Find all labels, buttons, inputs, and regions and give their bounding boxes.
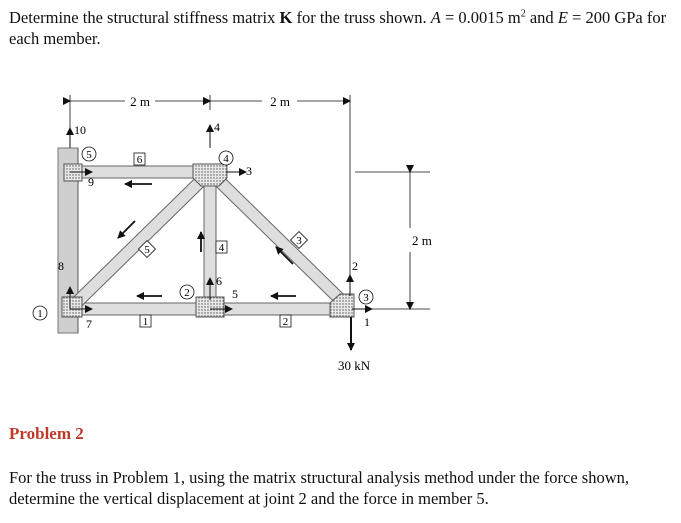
node-4-label [219, 151, 233, 165]
dof-5: 5 [232, 287, 238, 301]
problem-2-statement: For the truss in Problem 1, using the matrix structural analysis method under the force shown, determine the vertical displacement at joint 2 and the force in member 5. [9, 468, 630, 508]
dim-top-left: 2 m [130, 94, 150, 109]
load-label: 30 kN [338, 358, 371, 373]
dof-9: 9 [88, 175, 94, 189]
dim-top-right: 2 m [270, 94, 290, 109]
dof-4: 4 [214, 120, 220, 134]
member-1-label [140, 315, 151, 328]
svg-text:1: 1 [37, 308, 43, 320]
svg-text:4: 4 [218, 242, 225, 254]
svg-text:6: 6 [136, 154, 143, 166]
dof-6: 6 [216, 274, 222, 288]
modulus-symbol: E [557, 8, 568, 27]
svg-text:1: 1 [142, 316, 149, 328]
node-3-label [359, 290, 373, 304]
dof-10: 10 [74, 123, 86, 137]
member-4-label [216, 241, 227, 254]
svg-text:2: 2 [282, 316, 289, 328]
svg-text:3: 3 [363, 292, 369, 304]
truss-figure [0, 85, 681, 385]
svg-text:5: 5 [144, 244, 150, 256]
dof-7: 7 [86, 317, 92, 331]
node-5-label [82, 147, 96, 161]
problem-2-heading: Problem 2 [9, 424, 84, 443]
member-3 [210, 172, 350, 309]
joint-1-plate [62, 297, 82, 317]
svg-text:5: 5 [86, 149, 92, 161]
member-6-label [134, 153, 145, 166]
problem-1-statement: Determine the structural stiffness matrix K for the truss shown. A = 0.0015 $m^2$ and E = 200 GPa for each member. [9, 8, 667, 48]
svg-text:2: 2 [184, 287, 190, 299]
node-1-label [33, 306, 47, 320]
node-2-label [180, 285, 194, 299]
svg-text:4: 4 [223, 153, 229, 165]
area-symbol: A [430, 8, 441, 27]
dim-right: 2 m [412, 233, 432, 248]
member-2-label [280, 315, 291, 328]
dof-3: 3 [246, 164, 252, 178]
dof-8: 8 [58, 259, 64, 273]
stiffness-symbol: K [279, 8, 293, 27]
dof-2: 2 [352, 259, 358, 273]
dof-1: 1 [364, 315, 370, 329]
svg-text:3: 3 [296, 235, 302, 247]
dimension-lines [70, 95, 430, 309]
joint-4-plate [193, 164, 227, 186]
